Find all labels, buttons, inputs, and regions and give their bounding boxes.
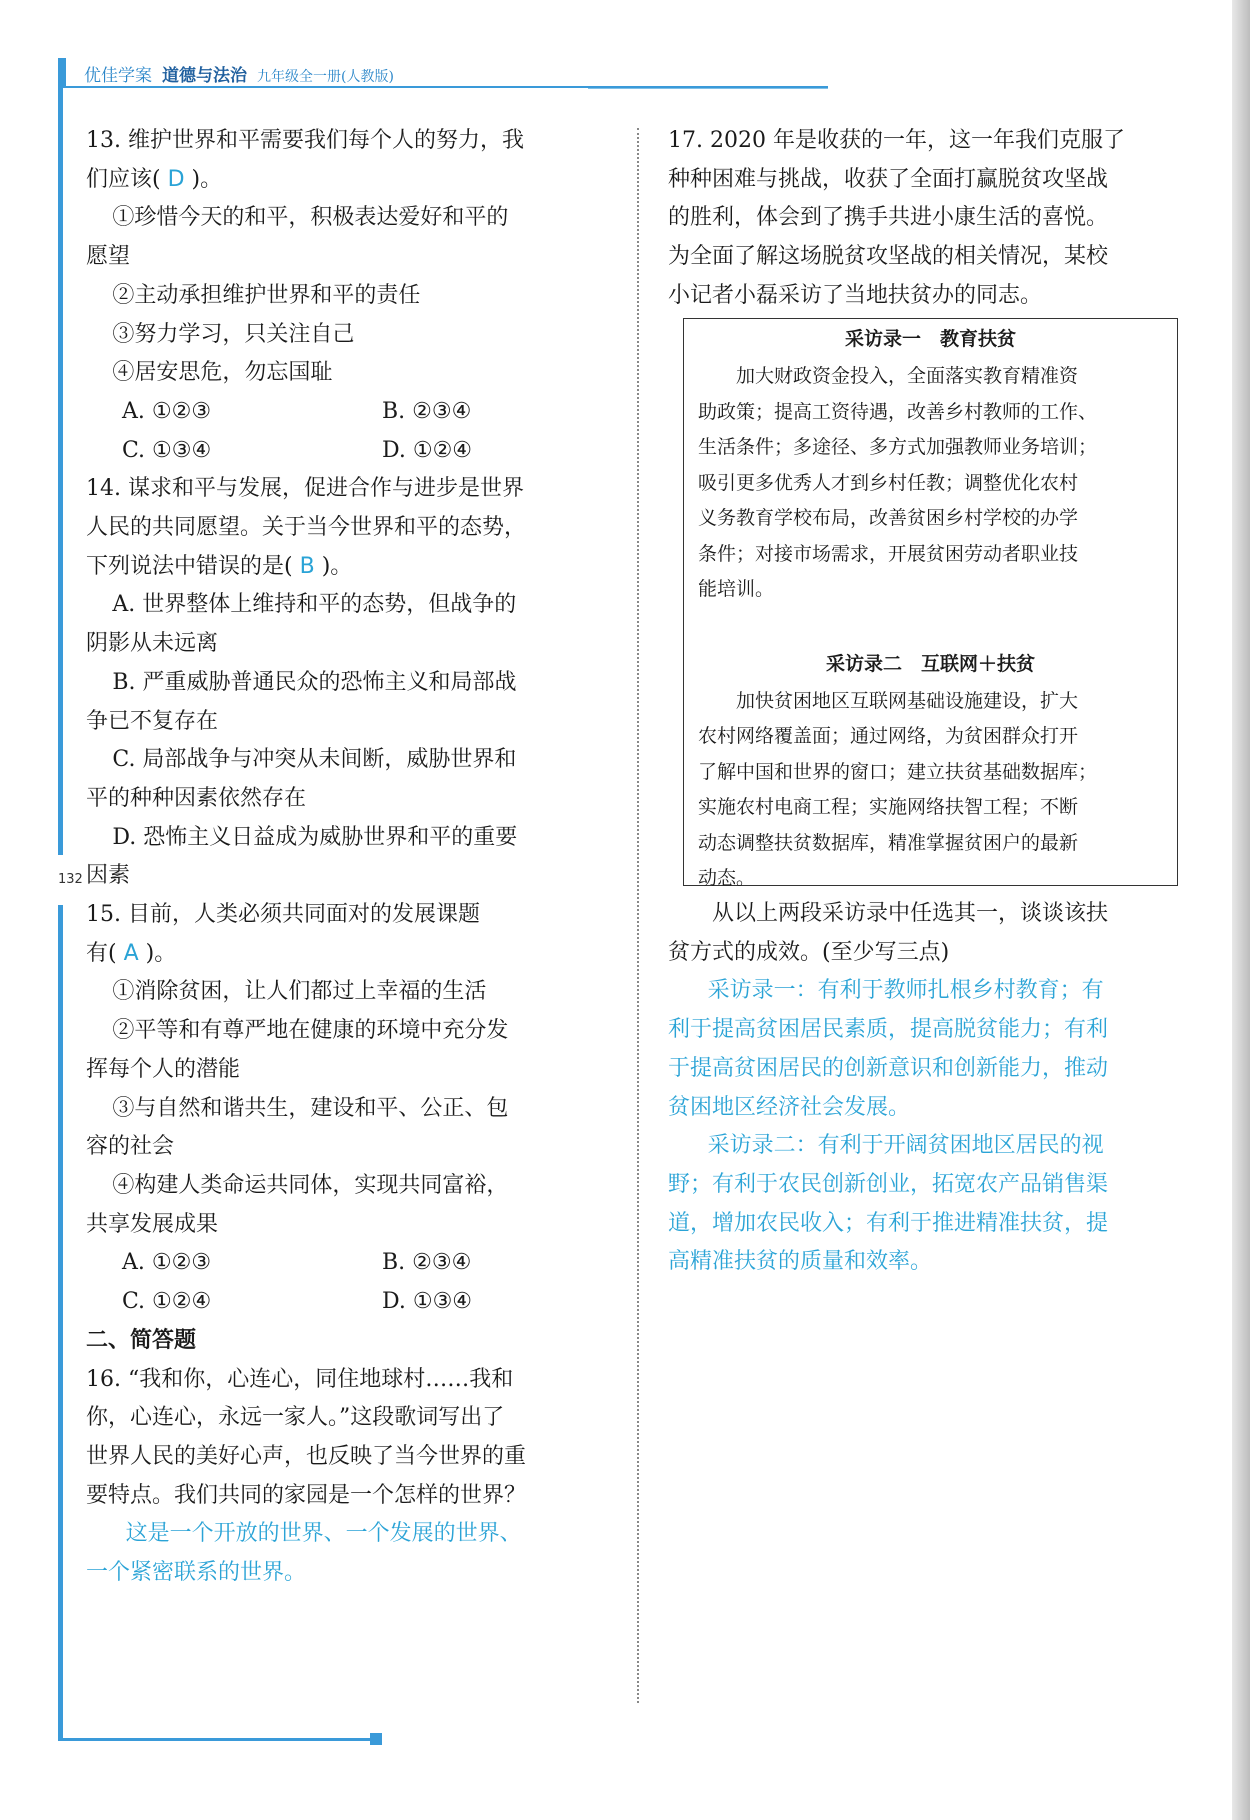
record2-line4: 实施农村电商工程；实施网络扶智工程；不断 <box>698 796 1079 818</box>
q15-item3-cont: 容的社会 <box>86 1134 175 1160</box>
record2-line6: 动态。 <box>698 867 756 889</box>
q13-answer: D <box>167 166 185 192</box>
q14-stem-line3: 下列说法中错误的是( B )。 <box>86 553 353 579</box>
q14-option-c: C. 局部战争与冲突从未间断，威胁世界和 <box>112 747 517 773</box>
q17-answer1-line3: 于提高贫困居民的创新意识和创新能力，推动 <box>668 1055 1109 1081</box>
q15-item2-cont: 挥每个人的潜能 <box>86 1056 241 1082</box>
q14-option-a: A. 世界整体上维持和平的态势，但战争的 <box>112 592 517 618</box>
bottom-rule-dot <box>370 1733 382 1745</box>
page-number: 132 <box>58 872 83 887</box>
record1-line3: 生活条件；多途径、多方式加强教师业务培训； <box>698 436 1098 458</box>
record2-line5: 动态调整扶贫数据库，精准掌握贫困户的最新 <box>698 831 1079 854</box>
q13-stem-line1: 13. 维护世界和平需要我们每个人的努力，我 <box>86 128 524 153</box>
record2-title: 采访录二 互联网＋扶贫 <box>825 652 1035 675</box>
q17-answer2-line1: 采访录二：有利于开阔贫困地区居民的视 <box>707 1133 1104 1159</box>
q13-options-row1 <box>86 393 606 432</box>
q15-item4: ④构建人类命运共同体，实现共同富裕， <box>112 1172 509 1198</box>
question-16 <box>86 1361 606 1593</box>
header-text <box>84 61 394 86</box>
page-header <box>58 58 828 88</box>
record1-line4: 吸引更多优秀人才到乡村任教；调整优化农村 <box>698 471 1079 494</box>
question-14 <box>86 470 606 896</box>
bottom-rule <box>58 1738 376 1741</box>
q17-question-line1: 从以上两段采访录中任选其一，谈谈该扶 <box>712 901 1109 926</box>
q15-item3: ③与自然和谐共生，建设和平、公正、包 <box>112 1095 509 1121</box>
q14-stem-line1: 14. 谋求和平与发展，促进合作与进步是世界 <box>86 476 524 502</box>
q17-answer2-line3: 道，增加农民收入；有利于推进精准扶贫，提 <box>668 1210 1109 1236</box>
record2-line2: 农村网络覆盖面；通过网络，为贫困群众打开 <box>698 725 1079 747</box>
q15-item4-cont: 共享发展成果 <box>86 1211 219 1237</box>
header-brand: 优佳学案 <box>84 66 152 86</box>
q17-stem-line5: 小记者小磊采访了当地扶贫办的同志。 <box>668 282 1043 308</box>
q13-item4: ④居安思危，勿忘国耻 <box>112 360 333 386</box>
question-15 <box>86 896 606 1322</box>
q14-answer: B <box>299 553 315 579</box>
q15-options-row1 <box>86 1244 606 1283</box>
header-grade: 九年级全一册(人教版) <box>257 69 394 85</box>
left-margin-rule <box>58 88 63 1738</box>
q17-stem-line2: 种种困难与挑战，收获了全面打赢脱贫攻坚战 <box>668 166 1109 192</box>
q15-option-b: B. ②③④ <box>382 1250 472 1276</box>
right-column <box>668 122 1198 316</box>
column-divider <box>637 128 639 1703</box>
q13-stem-line2: 们应该( D )。 <box>86 166 223 192</box>
q15-options-row2 <box>86 1283 606 1322</box>
q15-item1: ①消除贫困，让人们都过上幸福的生活 <box>112 979 487 1005</box>
q13-item2: ②主动承担维护世界和平的责任 <box>112 282 421 308</box>
q16-stem-line1: 16. “我和你，心连心，同住地球村……我和 <box>86 1366 514 1392</box>
record1-title: 采访录一 教育扶贫 <box>844 328 1016 350</box>
q16-stem-line2: 你，心连心，永远一家人。”这段歌词写出了 <box>86 1405 505 1431</box>
record1-line6: 条件；对接市场需求，开展贫困劳动者职业技 <box>698 542 1079 565</box>
q14-option-b-cont: 争已不复存在 <box>86 708 219 734</box>
header-accent-bar <box>58 58 66 86</box>
q14-option-d-cont: 因素 <box>86 863 131 889</box>
q13-option-b: B. ②③④ <box>382 398 472 424</box>
q17-answer2-line2: 野；有利于农民创新创业，拓宽农产品销售渠 <box>668 1171 1109 1197</box>
header-subject: 道德与法治 <box>162 66 247 86</box>
q15-item2: ②平等和有尊严地在健康的环境中充分发 <box>112 1018 509 1044</box>
q13-item1-cont: 愿望 <box>86 244 131 270</box>
q17-stem-line3: 的胜利，体会到了携手共进小康生活的喜悦。 <box>668 205 1109 231</box>
q14-option-c-cont: 平的种种因素依然存在 <box>86 785 307 811</box>
q13-option-d: D. ①②④ <box>382 437 473 463</box>
header-rule-thin <box>588 88 828 89</box>
q17-answer1-line2: 利于提高贫困居民素质，提高脱贫能力；有利 <box>668 1017 1109 1043</box>
q13-item3: ③努力学习，只关注自己 <box>112 321 355 347</box>
q16-answer-line2: 一个紧密联系的世界。 <box>86 1560 307 1586</box>
q13-option-c: C. ①③④ <box>122 437 212 463</box>
record-gap <box>698 608 1163 644</box>
q14-option-a-cont: 阴影从未远离 <box>86 631 219 657</box>
q14-stem-line2: 人民的共同愿望。关于当今世界和平的态势， <box>86 515 527 541</box>
q17-stem-line1: 17. 2020 年是收获的一年，这一年我们克服了 <box>668 128 1125 153</box>
q15-stem-line1: 15. 目前，人类必须共同面对的发展课题 <box>86 902 480 928</box>
q15-answer: A <box>123 940 139 966</box>
record1-line5: 义务教育学校布局，改善贫困乡村学校的办学 <box>698 507 1079 529</box>
q17-answer2-line4: 高精准扶贫的质量和效率。 <box>668 1249 933 1275</box>
record1-line2: 助政策；提高工资待遇，改善乡村教师的工作、 <box>698 400 1098 423</box>
q14-option-b: B. 严重威胁普通民众的恐怖主义和局部战 <box>112 669 517 695</box>
q16-answer-line1: 这是一个开放的世界、一个发展的世界、 <box>125 1521 522 1547</box>
q15-stem-line2: 有( A )。 <box>86 940 177 966</box>
q16-stem-line4: 要特点。我们共同的家园是一个怎样的世界？ <box>86 1482 527 1508</box>
q15-option-c: C. ①②④ <box>122 1289 212 1315</box>
record2-line1: 加快贫困地区互联网基础设施建设，扩大 <box>736 689 1079 712</box>
record2-line3: 了解中国和世界的窗口；建立扶贫基础数据库； <box>698 760 1098 783</box>
q15-option-d: D. ①③④ <box>382 1289 473 1315</box>
q17-answer1-line4: 贫困地区经济社会发展。 <box>668 1094 911 1120</box>
q15-option-a: A. ①②③ <box>122 1250 212 1276</box>
q14-option-d: D. 恐怖主义日益成为威胁世界和平的重要 <box>112 824 518 850</box>
question-13 <box>86 122 606 470</box>
left-column <box>86 122 606 1593</box>
q13-option-a: A. ①②③ <box>122 398 212 424</box>
q17-stem-line4: 为全面了解这场脱贫攻坚战的相关情况，某校 <box>668 244 1109 270</box>
q17-answer1-line1: 采访录一：有利于教师扎根乡村教育；有 <box>707 978 1104 1004</box>
q17-question-and-answer <box>668 895 1198 1282</box>
q16-stem-line3: 世界人民的美好心声，也反映了当今世界的重 <box>86 1443 527 1469</box>
q13-item1: ①珍惜今天的和平，积极表达爱好和平的 <box>112 205 509 231</box>
q13-options-row2 <box>86 432 606 471</box>
q17-question-line2: 贫方式的成效。(至少写三点) <box>668 939 950 965</box>
record1-line1: 加大财政资金投入，全面落实教育精准资 <box>736 365 1079 387</box>
record1-line7: 能培训。 <box>698 578 775 600</box>
interview-records-box <box>683 318 1178 889</box>
section-heading-short-answer: 二、简答题 <box>86 1327 197 1353</box>
page-edge-shadow <box>1232 0 1250 1820</box>
